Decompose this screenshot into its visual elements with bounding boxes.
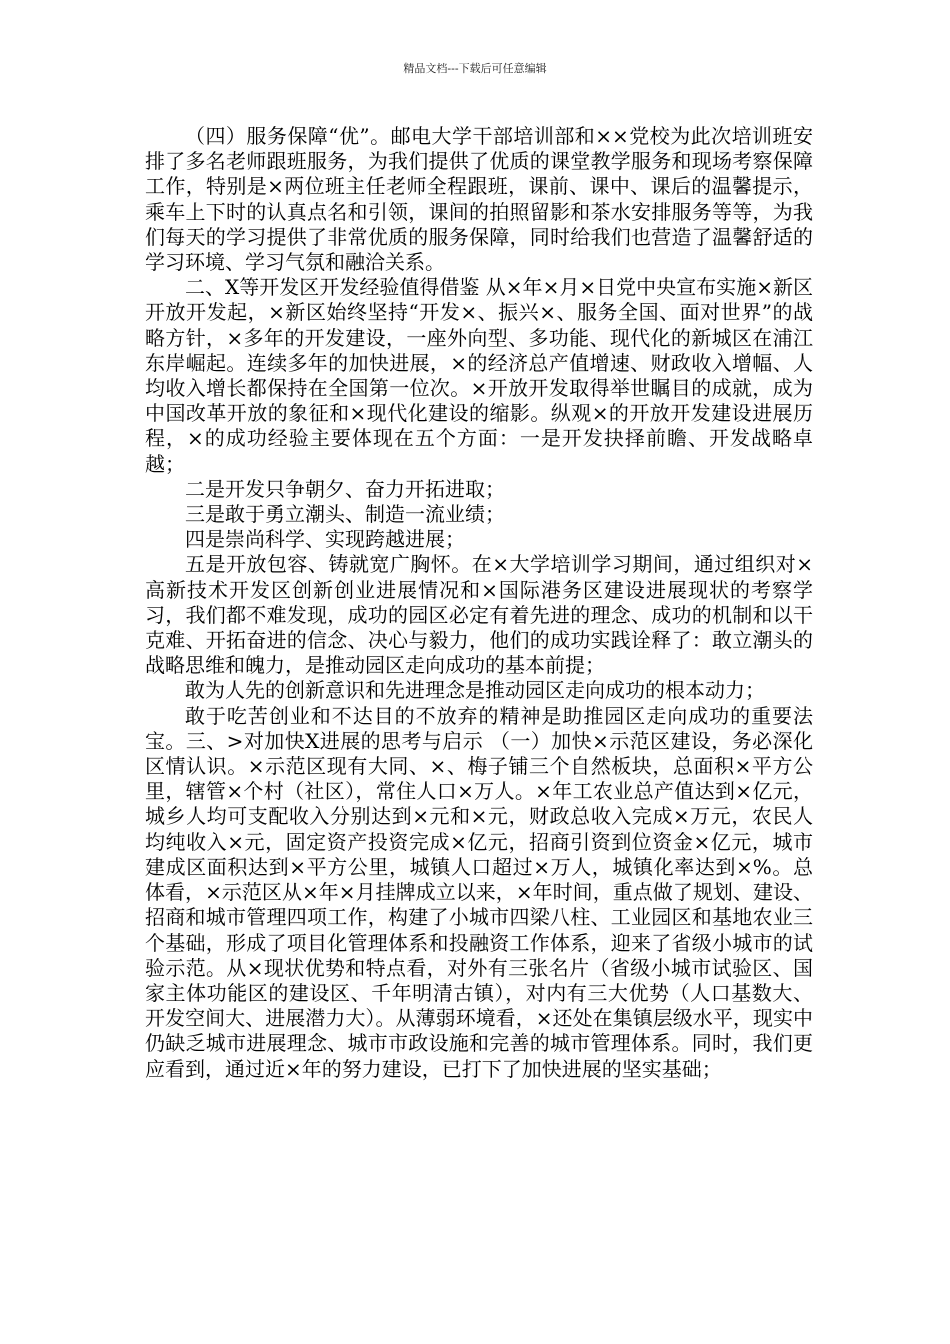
paragraph-point-five: 五是开放包容、铸就宽广胸怀。在×大学培训学习期间，通过组织对×高新技术开发区创新创业进展情况和×国际港务区建设进展现状的考察学习，我们都不难发现，成功的园区必定有着先进的理念、成功的机制和以干克难、开拓奋进的信念、决心与毅力，他们的成功实践诠释了：敢立潮头的战略思维和魄力，是推动园区走向成功的基本前提； <box>145 552 813 678</box>
paragraph-reflection: 敢于吃苦创业和不达目的不放弃的精神是助推园区走向成功的重要法宝。三、>对加快X进展的思考与启示 （一）加快×示范区建设，务必深化区情认识。×示范区现有大同、×、梅子铺三个自然板块，总面积×平方公里，辖管×个村（社区），常住人口×万人。×年工农业总产值达到×亿元，城乡人均可支配收入分别达到×元和×元，财政总收入完成×万元，农民人均纯收入×元，固定资产投资完成×亿元，招商引资到位资金×亿元，城市建成区面积达到×平方公里，城镇人口超过×万人，城镇化率达到×%。总体看，×示范区从×年×月挂牌成立以来，×年时间，重点做了规划、建设、招商和城市管理四项工作，构建了小城市四梁八柱、工业园区和基地农业三个基础，形成了项目化管理体系和投融资工作体系，迎来了省级小城市的试验示范。从×现状优势和特点看，对外有三张名片（省级小城市试验区、国家主体功能区的建设区、千年明清古镇），对内有三大优势（人口基数大、开发空间大、进展潜力大）。从薄弱环境看，×还处在集镇层级水平，现实中仍缺乏城市进展理念、城市市政设施和完善的城市管理体系。同时，我们更应看到，通过近×年的努力建设，已打下了加快进展的坚实基础； <box>145 703 813 1081</box>
paragraph-point-two: 二是开发只争朝夕、奋力开拓进取； <box>185 476 505 501</box>
page-header: 精品文档---下载后可任意编辑 <box>403 62 547 75</box>
paragraph-point-three: 三是敢于勇立潮头、制造一流业绩； <box>185 502 505 527</box>
paragraph-service-guarantee: （四）服务保障“优”。邮电大学干部培训部和××党校为此次培训班安排了多名老师跟班服务，为我们提供了优质的课堂教学服务和现场考察保障工作，特别是×两位班主任老师全程跟班，课前、课中、课后的温馨提示，乘车上下时的认真点名和引领，课间的拍照留影和茶水安排服务等等，为我们每天的学习提供了非常优质的服务保障，同时给我们也营造了温馨舒适的学习环境、学习气氛和融洽关系。 <box>145 124 813 275</box>
paragraph-development-experience: 二、X等开发区开发经验值得借鉴 从×年×月×日党中央宣布实施×新区开放开发起，×新区始终坚持“开发×、振兴×、服务全国、面对世界”的战略方针，×多年的开发建设，一座外向型、多功能、现代化的新城区在浦江东岸崛起。连续多年的加快进展，×的经济总产值增速、财政收入增幅、人均收入增长都保持在全国第一位次。×开放开发取得举世瞩目的成就，成为中国改革开放的象征和×现代化建设的缩影。纵观×的开放开发建设进展历程，×的成功经验主要体现在五个方面：一是开发抉择前瞻、开发战略卓越； <box>145 275 813 476</box>
paragraph-point-four: 四是崇尚科学、实现跨越进展； <box>185 527 465 552</box>
paragraph-innovation: 敢为人先的创新意识和先进理念是推动园区走向成功的根本动力； <box>185 678 765 703</box>
document-body <box>145 124 813 1082</box>
